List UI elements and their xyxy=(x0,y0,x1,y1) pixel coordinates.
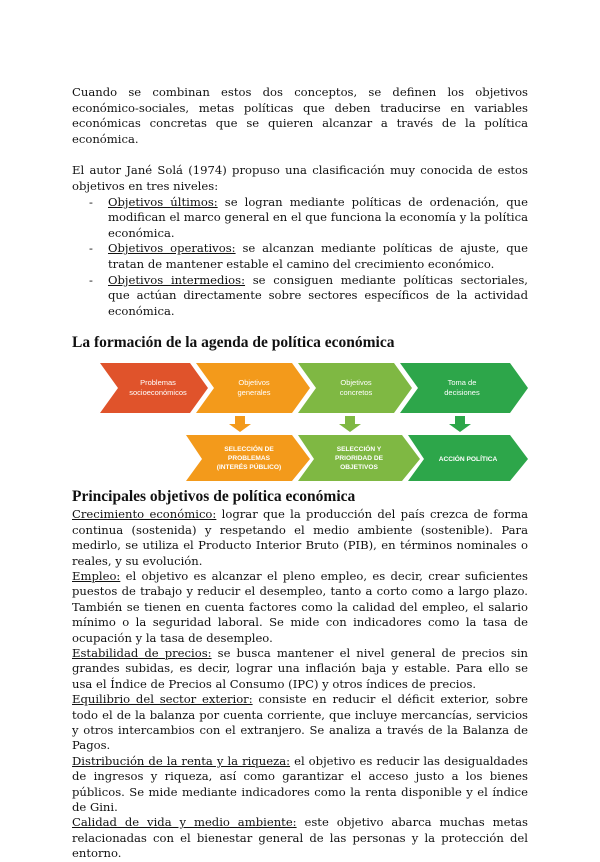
bullet-dash: - xyxy=(89,272,93,287)
box-label-line: PROBLEMAS xyxy=(227,455,271,463)
section-heading-objetivos: Principales objetivos de política económica xyxy=(72,488,356,506)
objective-term: Empleo: xyxy=(72,568,121,583)
box-label-line: SELECCIÓN DE xyxy=(224,446,274,454)
box-label-line: SELECCIÓN Y xyxy=(336,446,382,454)
objective-paragraph xyxy=(72,646,528,692)
down-arrow-icon xyxy=(229,416,251,432)
objective-text: lograr que la producción del país crezca de forma continua (sostenida) y respetando el medio ambiente (sostenible). Para medirlo, se utiliza el Producto Interior Bruto (PIB), en términos nominales o reales, y su evolución. xyxy=(72,507,528,568)
box-label-line: (INTERÉS PÚBLICO) xyxy=(216,464,282,472)
objective-term: Estabilidad de precios: xyxy=(72,645,212,660)
objective-text: el objetivo es reducir las desigualdades de ingresos y riqueza, así como garantizar el acceso justo a los bienes públicos. Se mide mediante indicadores como la renta disponible y el índice de Gini. xyxy=(72,753,528,815)
level-term: Objetivos últimos: xyxy=(108,194,218,209)
objective-term: Calidad de vida y medio ambiente: xyxy=(72,815,297,830)
objective-term: Crecimiento económico: xyxy=(72,507,217,522)
down-arrow-icon xyxy=(339,416,361,432)
chevron-label-line1: Toma de xyxy=(447,378,477,388)
objective-paragraph xyxy=(72,692,528,754)
section-heading-agenda: La formación de la agenda de política económica xyxy=(72,334,395,352)
objective-paragraph xyxy=(72,507,528,569)
level-text: se logran mediante políticas de ordenación, que modifican el marco general en el que funciona la economía y la política económica. xyxy=(108,194,528,240)
objective-paragraph xyxy=(72,569,528,646)
objective-text: se busca mantener el nivel general de precios sin grandes subidas, es decir, lograr una inflación baja y estable. Para ello se usa el Índice de Precios al Consumo (IPC) y otros índices de precios. xyxy=(72,645,529,691)
document-page xyxy=(72,85,528,862)
bullet-dash: - xyxy=(89,194,93,209)
objective-paragraph xyxy=(72,754,528,816)
objective-text: consiste en reducir el déficit exterior, sobre todo el de la balanza por cuenta corriente, que incluye mercancías, servicios y otros intercambios con el extranjero. Se analiza a través de la Balanza de Pagos. xyxy=(72,692,528,753)
bullet-dash: - xyxy=(89,241,93,256)
objective-text: el objetivo es alcanzar el pleno empleo, es decir, crear suficientes puestos de trabajo y reducir el desempleo, tanto a corto como a largo plazo. También se tienen en cuenta factores como la calidad del empleo, el salario mínimo o la seguridad laboral. Se mide con indicadores como la tasa de ocupación y la tasa de desempleo. xyxy=(72,568,528,645)
chevron-label-line1: Problemas xyxy=(140,378,176,388)
level-term: Objetivos operativos: xyxy=(108,241,236,256)
chevron-label-line1: Objetivos xyxy=(340,378,372,388)
classification-intro: El autor Jané Solá (1974) propuso una clasificación muy conocida de estos objetivos en tres niveles: xyxy=(72,163,528,193)
level-text: se alcanzan mediante políticas de ajuste, que tratan de mantener estable el camino del crecimiento económico. xyxy=(108,241,529,271)
list-item xyxy=(72,241,528,272)
list-item xyxy=(72,273,528,320)
objective-term: Distribución de la renta y la riqueza: xyxy=(72,753,291,768)
objective-paragraph xyxy=(72,815,528,861)
objective-term: Equilibrio del sector exterior: xyxy=(72,692,253,707)
chevron-label-line2: decisiones xyxy=(444,388,480,398)
agenda-flow-diagram xyxy=(72,363,528,481)
box-label-line: PRIORIDAD DE xyxy=(335,455,383,463)
chevron-label-line2: generales xyxy=(237,388,271,398)
intro-paragraph: Cuando se combinan estos dos conceptos, se definen los objetivos económico-sociales, metas políticas que deben traducirse en variables económicas concretas que se quieren alcanzar a través de la política económica. xyxy=(72,85,528,146)
down-arrow-icon xyxy=(449,416,471,432)
chevron-label-line2: socioeconómicos xyxy=(129,388,187,398)
box-label-line: OBJETIVOS xyxy=(340,464,378,472)
chevron-label-line1: Objetivos xyxy=(238,378,270,388)
objectives-list xyxy=(72,507,528,861)
box-label-line: ACCIÓN POLÍTICA xyxy=(438,456,498,464)
level-text: se consiguen mediante políticas sectoriales, que actúan directamente sobre sectores específicos de la actividad económica. xyxy=(108,272,528,318)
objective-text: este objetivo abarca muchas metas relacionadas con el bienestar general de las personas y la protección del entorno. xyxy=(72,815,528,861)
chevron-label-line2: concretos xyxy=(339,388,373,398)
level-term: Objetivos intermedios: xyxy=(108,272,246,287)
list-item xyxy=(72,195,528,242)
objective-levels-list xyxy=(72,195,528,320)
